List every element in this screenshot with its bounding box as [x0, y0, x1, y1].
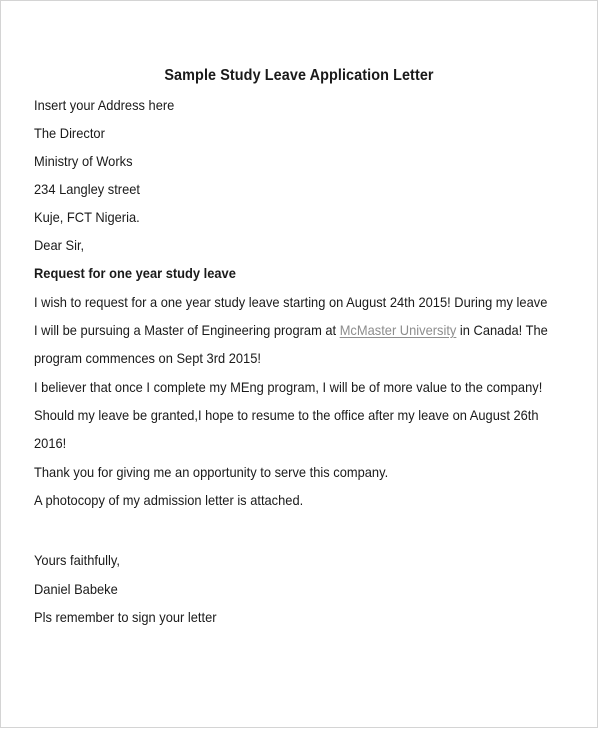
address-placeholder: Insert your Address here — [34, 97, 175, 113]
body-line-2 — [34, 322, 548, 338]
signature-note: Pls remember to sign your letter — [34, 609, 217, 625]
document-title: Sample Study Leave Application Letter — [164, 67, 434, 84]
mcmaster-university-link[interactable]: McMaster University — [339, 322, 457, 338]
subject-line: Request for one year study leave — [34, 265, 236, 281]
closing: Yours faithfully, — [34, 552, 120, 568]
salutation: Dear Sir, — [34, 237, 85, 253]
body-line-1: I wish to request for a one year study leave starting on August 24th 2015! During my leave — [34, 294, 548, 310]
body-line-8: A photocopy of my admission letter is attached. — [34, 492, 304, 508]
body-line-6: 2016! — [34, 435, 67, 451]
recipient-line-1: The Director — [34, 125, 105, 141]
body-line-3: program commences on Sept 3rd 2015! — [34, 350, 261, 366]
recipient-line-2: Ministry of Works — [34, 153, 133, 169]
body-line-2-end: in Canada! The — [456, 322, 548, 338]
body-line-7: Thank you for giving me an opportunity to serve this company. — [34, 464, 389, 480]
recipient-line-4: Kuje, FCT Nigeria. — [34, 209, 140, 225]
signature-name: Daniel Babeke — [34, 581, 118, 597]
body-line-4: I believer that once I complete my MEng program, I will be of more value to the company! — [34, 379, 543, 395]
recipient-line-3: 234 Langley street — [34, 181, 140, 197]
body-line-2-start: I will be pursuing a Master of Engineering program at — [34, 322, 340, 338]
body-line-5: Should my leave be granted,I hope to resume to the office after my leave on August 26th — [34, 407, 539, 423]
